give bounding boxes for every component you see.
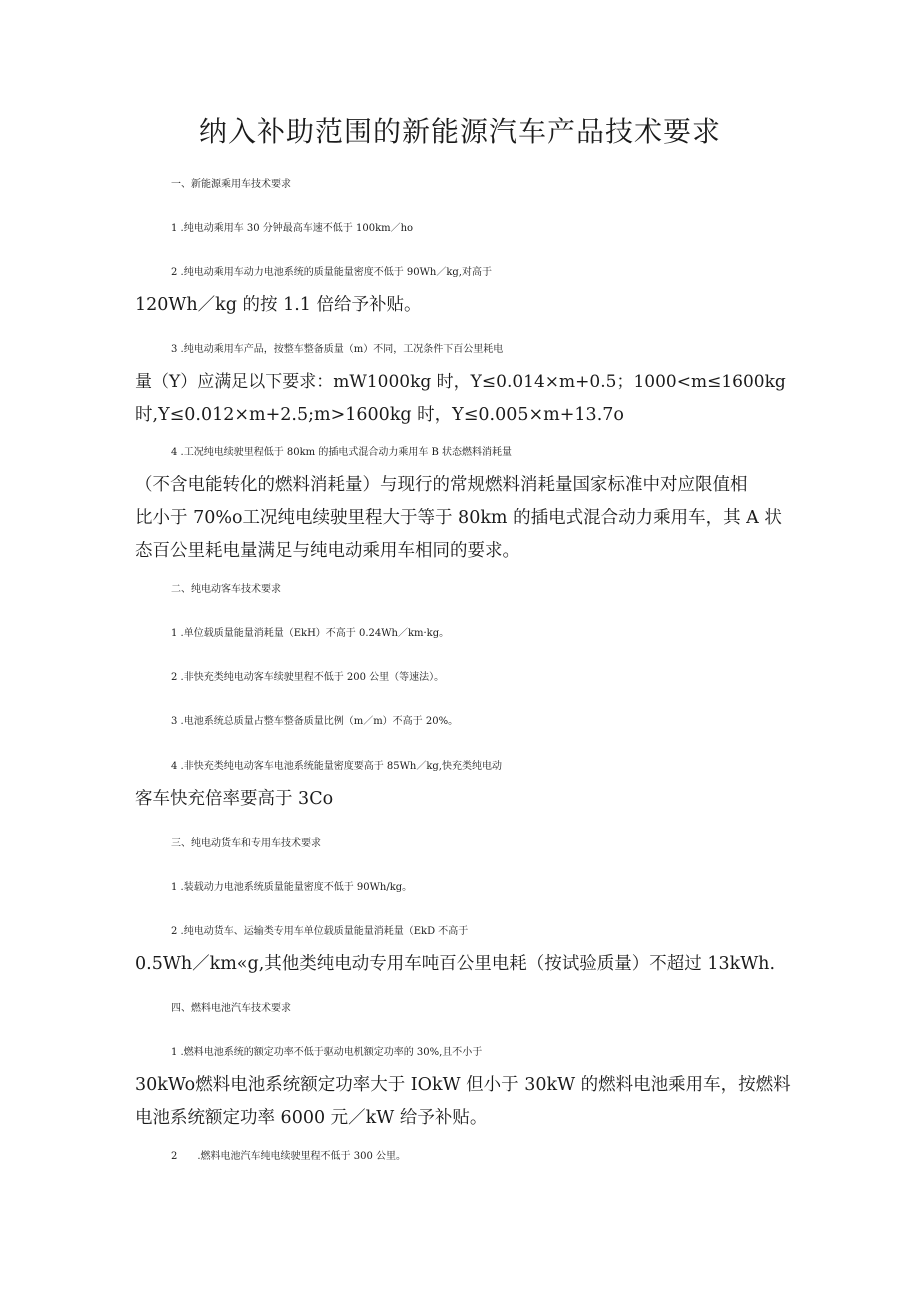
paragraph [135, 871, 795, 904]
paragraph-line: 1 .装载动力电池系统质量能量密度不低于 90Wh/kg。 [171, 882, 413, 893]
paragraph-line: 客车快充倍率要高于 3Co [135, 789, 334, 809]
paragraph-line: 二、纯电动客车技术要求 [171, 584, 281, 595]
paragraph-line: 2 .纯电动货车、运输类专用车单位载质量能量消耗量（EkD 不高于 [171, 926, 469, 937]
paragraph-line: 1 .单位载质量能量消耗量（EkH）不高于 0.24Wh／km·kg。 [171, 628, 450, 639]
paragraph-line: 量（Y）应满足以下要求：mW1000kg 时，Y≤0.014×m+0.5；1000<m≤1600kg [135, 372, 786, 392]
paragraph [135, 212, 795, 245]
paragraph [135, 617, 795, 650]
paragraph-line: 4 .非快充类纯电动客车电池系统能量密度要高于 85Wh／kg,快充类纯电动 [171, 761, 502, 772]
paragraph-line: 态百公里耗电量满足与纯电动乘用车相同的要求。 [135, 541, 520, 561]
paragraph [135, 661, 795, 694]
paragraph [135, 1140, 795, 1173]
paragraph-line: 3 .纯电动乘用车产品，按整车整备质量（m）不同，工况条件下百公里耗电 [171, 344, 504, 355]
paragraph [135, 1036, 795, 1135]
paragraph [135, 573, 795, 606]
paragraph-line: 比小于 70%o工况纯电续驶里程大于等于 80km 的插电式混合动力乘用车，其 A 状 [135, 508, 782, 528]
paragraph-line: （不含电能转化的燃料消耗量）与现行的常规燃料消耗量国家标准中对应限值相 [135, 475, 748, 495]
paragraph-line: 3 .电池系统总质量占整车整备质量比例（m／m）不高于 20%。 [171, 716, 459, 727]
paragraph [135, 915, 795, 981]
paragraph-line: 四、燃料电池汽车技术要求 [171, 1003, 291, 1014]
paragraph-line: 4 .工况纯电续驶里程低于 80km 的插电式混合动力乘用车 B 状态燃料消耗量 [171, 447, 513, 458]
paragraph-line: 0.5Wh／km«g,其他类纯电动专用车吨百公里电耗（按试验质量）不超过 13kWh. [135, 954, 776, 974]
document-title: 纳入补助范围的新能源汽车产品技术要求 [198, 115, 721, 148]
paragraph [135, 705, 795, 738]
paragraph-line: 30kWo燃料电池系统额定功率大于 IOkW 但小于 30kW 的燃料电池乘用车，按燃料 [135, 1075, 791, 1095]
paragraph-line: 1 .燃料电池系统的额定功率不低于驱动电机额定功率的 30%,且不小于 [171, 1047, 483, 1058]
paragraph [135, 992, 795, 1025]
paragraph [135, 168, 795, 201]
paragraph-line: 2 .纯电动乘用车动力电池系统的质量能量密度不低于 90Wh／kg,对高于 [171, 267, 492, 278]
paragraph [135, 333, 795, 432]
paragraph-line: 2 .非快充类纯电动客车续驶里程不低于 200 公里（等速法）。 [171, 672, 445, 683]
paragraph-line: 1 .纯电动乘用车 30 分钟最高车速不低于 100km／ho [171, 223, 414, 234]
paragraph-line: 时,Y≤0.012×m+2.5;m>1600kg 时，Y≤0.005×m+13.7o [135, 405, 624, 425]
paragraph-line: 2 .燃料电池汽车纯电续驶里程不低于 300 公里。 [171, 1151, 406, 1162]
paragraph-line: 三、纯电动货车和专用车技术要求 [171, 838, 321, 849]
paragraph [135, 827, 795, 860]
paragraph-line: 120Wh／kg 的按 1.1 倍给予补贴。 [135, 295, 422, 315]
paragraph [135, 436, 795, 568]
paragraph [135, 750, 795, 816]
paragraph-line: 一、新能源乘用车技术要求 [171, 179, 291, 190]
paragraph-line: 电池系统额定功率 6000 元／kW 给予补贴。 [135, 1108, 488, 1128]
paragraph [135, 256, 795, 322]
